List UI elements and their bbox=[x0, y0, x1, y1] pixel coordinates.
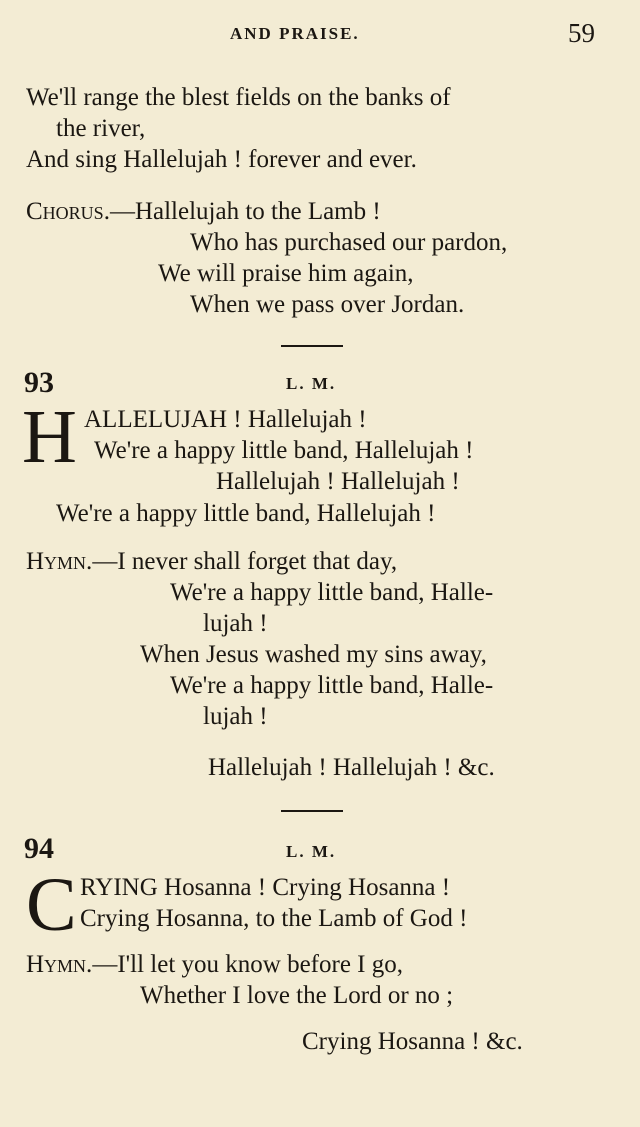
hymn-line: RYING Hosanna ! Crying Hosanna ! bbox=[80, 874, 451, 901]
hymn-line: We're a happy little band, Hallelujah ! bbox=[56, 500, 436, 527]
verse-line: And sing Hallelujah ! forever and ever. bbox=[26, 146, 417, 173]
section-divider bbox=[281, 810, 343, 812]
chorus-line: When we pass over Jordan. bbox=[190, 291, 465, 318]
hymn-label: Hymn. bbox=[26, 951, 93, 978]
chorus-dash: — bbox=[109, 198, 135, 225]
hymn-number: 94 bbox=[24, 832, 54, 865]
chorus-first-line bbox=[26, 197, 381, 227]
hymn-line: We're a happy little band, Hallelujah ! bbox=[94, 437, 474, 464]
hymn-line: Crying Hosanna, to the Lamb of God ! bbox=[80, 905, 468, 932]
hymn-refrain: Crying Hosanna ! &c. bbox=[302, 1028, 523, 1055]
hymn-line: Whether I love the Lord or no ; bbox=[140, 982, 454, 1009]
hymn-line: I never shall forget that day, bbox=[117, 548, 398, 575]
hymn-line: ALLELUJAH ! Hallelujah ! bbox=[84, 406, 367, 433]
hymn-meter: L. M. bbox=[286, 842, 337, 861]
section-divider bbox=[281, 345, 343, 347]
hymn-refrain: Hallelujah ! Hallelujah ! &c. bbox=[208, 754, 495, 781]
drop-cap: H bbox=[22, 395, 77, 479]
hymn-label: Hymn. bbox=[26, 548, 93, 575]
hymn-line: I'll let you know before I go, bbox=[117, 951, 403, 978]
hymn-dash: — bbox=[92, 548, 118, 575]
drop-cap: C bbox=[26, 863, 77, 947]
hymn-line: Hallelujah ! Hallelujah ! bbox=[216, 468, 460, 495]
hymn-first-line bbox=[26, 950, 403, 980]
page-number: 59 bbox=[568, 18, 595, 48]
hymn-line: We're a happy little band, Halle- bbox=[170, 672, 494, 699]
chorus-label: Chorus. bbox=[26, 198, 110, 225]
hymn-first-line bbox=[26, 547, 397, 577]
verse-line: the river, bbox=[56, 115, 146, 142]
hymn-dash: — bbox=[92, 951, 118, 978]
hymn-line: When Jesus washed my sins away, bbox=[140, 641, 487, 668]
chorus-line: Who has purchased our pardon, bbox=[190, 229, 508, 256]
hymn-line: We're a happy little band, Halle- bbox=[170, 579, 494, 606]
hymn-line: lujah ! bbox=[203, 703, 268, 730]
hymn-number: 93 bbox=[24, 366, 54, 399]
verse-line: We'll range the blest fields on the banks of bbox=[26, 84, 451, 111]
running-header: AND PRAISE. bbox=[230, 24, 360, 43]
chorus-line: Hallelujah to the Lamb ! bbox=[134, 198, 381, 225]
hymn-line: lujah ! bbox=[203, 610, 268, 637]
chorus-line: We will praise him again, bbox=[158, 260, 414, 287]
hymn-meter: L. M. bbox=[286, 374, 337, 393]
